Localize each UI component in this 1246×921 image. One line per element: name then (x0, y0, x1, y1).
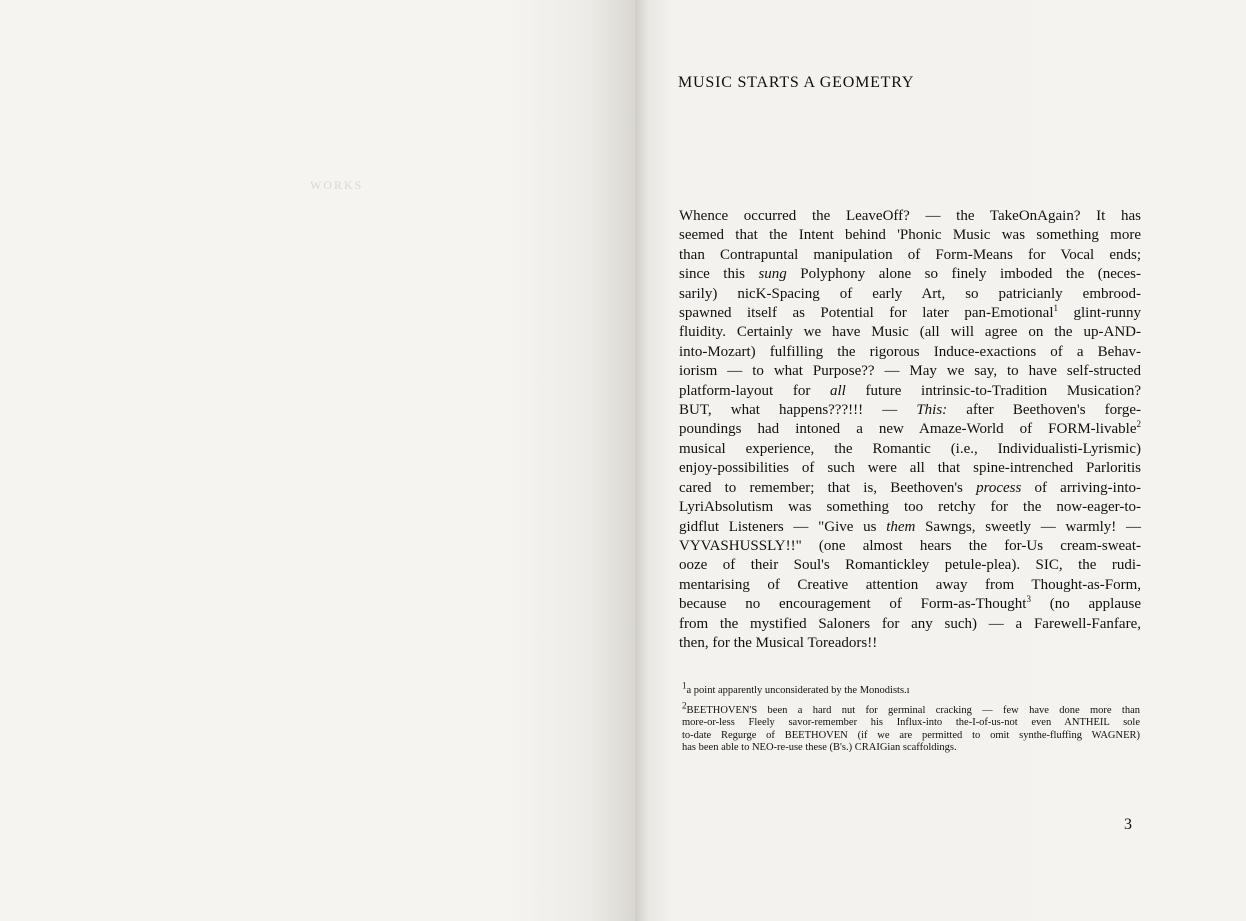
body-text (679, 207, 1141, 653)
footnote-2: $^2$BEETHOVEN'S been a hard nut for germinal cracking — few have done more than more-or-less Fleely savor-remember his Influx-into the-I-of-us-not even ANTHEIL sole to-date Regurge of BEETHOVEN (if we are permitted to omit synthe-fluffing WAGNER) has been able to NEO-re-use these (B's.) CRAIGian scaffoldings. (682, 700, 1140, 753)
show-through-text: WORKS (310, 178, 364, 192)
body-line: musical experience, the Romantic (i.e., Individualisti-Lyrismic) (679, 440, 1141, 457)
page-title: MUSIC STARTS A GEOMETRY (678, 74, 915, 91)
footnote-marker: 2 (682, 700, 687, 711)
footnote-ref-1: 1 (1053, 303, 1058, 314)
footnotes (682, 680, 1140, 762)
body-line: Whence occurred the LeaveOff? — the TakeOnAgain? It has (679, 208, 1141, 224)
body-line: because no encouragement of Form-as-Thought$^3$ (no applause (679, 594, 1141, 613)
body-line: sarily) nicK-Spacing of early Art, so patricianly embrood- (679, 285, 1141, 302)
emphasis: them (886, 518, 916, 535)
right-page (635, 0, 1246, 921)
body-line: mentarising of Creative attention away from Thought-as-Form, (679, 576, 1141, 593)
body-line: seemed that the Intent behind 'Phonic Music was something more (679, 227, 1141, 244)
body-line: ooze of their Soul's Romantickley petule-plea). SIC, the rudi- (679, 557, 1141, 574)
footnote-ref-2: 2 (1136, 419, 1141, 430)
footnote-ref-3: 3 (1026, 594, 1031, 605)
body-line: since this sung Polyphony alone so finely imboded the (neces- (679, 266, 1141, 283)
emphasis: all (830, 382, 846, 399)
body-line: into-Mozart) fulfilling the rigorous Induce-exactions of a Behav- (679, 343, 1141, 360)
body-line: LyriAbsolutism was something too retchy for the now-eager-to- (679, 499, 1141, 516)
body-line: iorism — to what Purpose?? — May we say, to have self-structed (679, 363, 1141, 380)
page-number: 3 (1124, 816, 1132, 833)
body-line: spawned itself as Potential for later pan-Emotional$^1$ glint-runny (679, 303, 1141, 322)
body-line: poundings had intoned a new Amaze-World of FORM-livable$^2$ (679, 419, 1141, 438)
footnote-marker: 1 (682, 680, 687, 691)
emphasis: process (976, 479, 1022, 496)
footnote-1: $^1$a point apparently unconsiderated by the Monodists.ı (682, 680, 910, 696)
body-line: cared to remember; that is, Beethoven's process of arriving-into- (679, 479, 1141, 496)
emphasis: sung (758, 266, 787, 283)
emphasis: This: (916, 402, 948, 419)
body-line: than Contrapuntal manipulation of Form-Means for Vocal ends; (679, 246, 1141, 263)
body-line: then, for the Musical Toreadors!! (679, 634, 878, 651)
body-line: platform-layout for all future intrinsic-to-Tradition Musication? (679, 382, 1141, 399)
body-line: enjoy-possibilities of such were all that spine-intrenched Parloritis (679, 460, 1141, 477)
body-line: VYVASHUSSLY!!" (one almost hears the for-Us cream-sweat- (679, 537, 1141, 554)
body-line: from the mystified Saloners for any such) — a Farewell-Fanfare, (679, 615, 1141, 632)
body-line: gidflut Listeners — "Give us them Sawngs, sweetly — warmly! — (679, 518, 1141, 535)
body-line: BUT, what happens???!!! — This: after Beethoven's forge- (679, 402, 1142, 419)
body-line: fluidity. Certainly we have Music (all will agree on the up-AND- (679, 324, 1141, 341)
